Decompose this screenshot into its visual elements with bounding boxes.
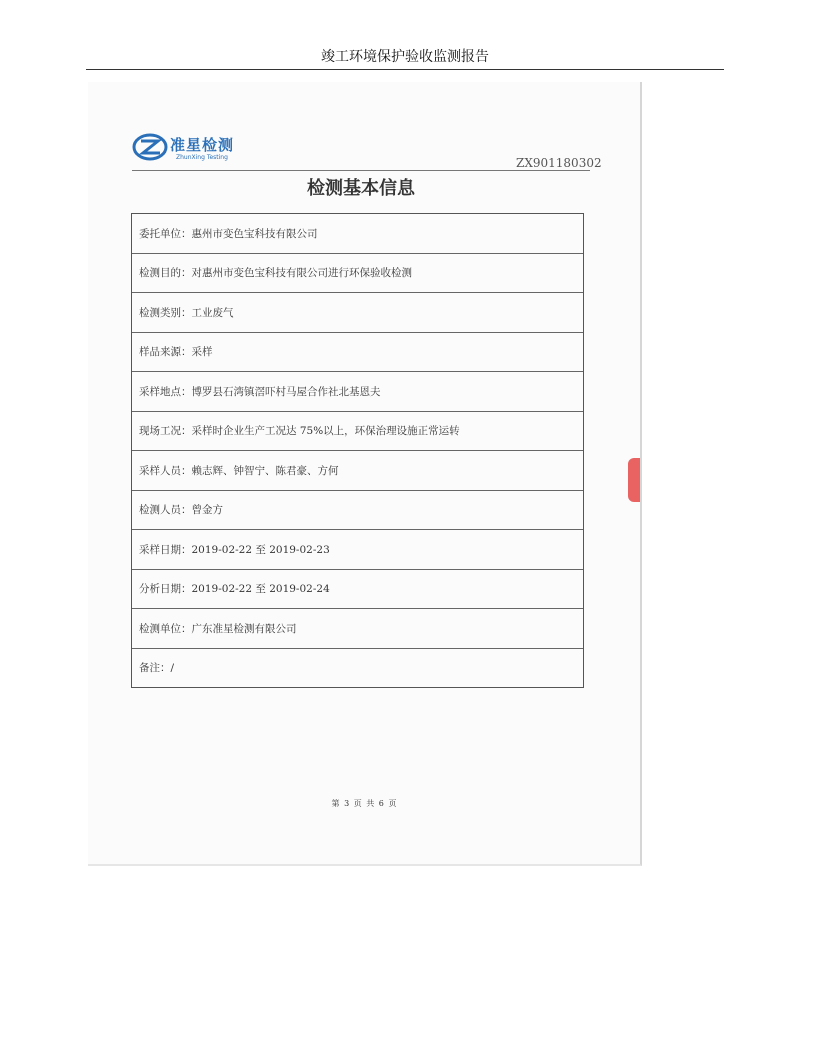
row-value: 2019-02-22 至 2019-02-23: [191, 543, 330, 556]
seal-stamp: [628, 458, 640, 502]
row-label: 采样地点：: [139, 385, 192, 398]
company-logo: [132, 128, 242, 168]
table-row: [132, 293, 583, 333]
report-number: ZX901180302: [516, 156, 602, 170]
row-label: 现场工况：: [139, 425, 192, 438]
table-row: [132, 372, 583, 412]
table-row: [132, 412, 583, 452]
header-divider: [132, 170, 590, 171]
row-value: 赖志辉、钟智宁、陈君豪、方何: [191, 464, 339, 477]
row-label: 分析日期：: [139, 583, 192, 596]
document-title: 检测基本信息: [307, 178, 415, 199]
row-value: /: [170, 661, 175, 674]
logo-name-en: ZhunXing Testing: [176, 154, 228, 161]
info-table: [131, 213, 584, 688]
table-row: [132, 491, 583, 531]
row-label: 采样人员：: [139, 464, 192, 477]
row-value: 对惠州市变色宝科技有限公司进行环保验收检测: [191, 267, 412, 280]
row-label: 检测单位：: [139, 622, 192, 635]
row-value: 广东准星检测有限公司: [191, 622, 297, 635]
table-row: [132, 530, 583, 570]
row-label: 检测目的：: [139, 267, 192, 280]
row-value: 惠州市变色宝科技有限公司: [191, 227, 318, 240]
table-row: [132, 609, 583, 649]
row-label: 采样日期：: [139, 543, 192, 556]
scanned-document: [88, 82, 642, 866]
logo-mark-icon: [132, 132, 168, 162]
table-row: [132, 333, 583, 373]
row-value: 曾金方: [191, 504, 223, 517]
row-value: 2019-02-22 至 2019-02-24: [191, 583, 330, 596]
table-row: [132, 451, 583, 491]
page-header-title: 竣工环境保护验收监测报告: [321, 49, 489, 65]
row-label: 检测类别：: [139, 306, 192, 319]
row-value: 采样: [191, 346, 213, 359]
page-number: 第 3 页 共 6 页: [331, 799, 397, 808]
page-header: [86, 48, 724, 70]
logo-name-cn: 准星检测: [170, 136, 235, 154]
row-value: 博罗县石湾镇滘吓村马屋合作社北基恩夫: [191, 385, 381, 398]
row-value: 采样时企业生产工况达 75%以上，环保治理设施正常运转: [191, 425, 460, 438]
row-label: 样品来源：: [139, 346, 192, 359]
row-label: 检测人员：: [139, 504, 192, 517]
row-label: 备注：: [139, 662, 171, 675]
table-row: [132, 214, 583, 254]
table-row: [132, 570, 583, 610]
table-row: [132, 254, 583, 294]
row-value: 工业废气: [191, 306, 234, 319]
table-row: [132, 649, 583, 688]
row-label: 委托单位：: [139, 227, 192, 240]
